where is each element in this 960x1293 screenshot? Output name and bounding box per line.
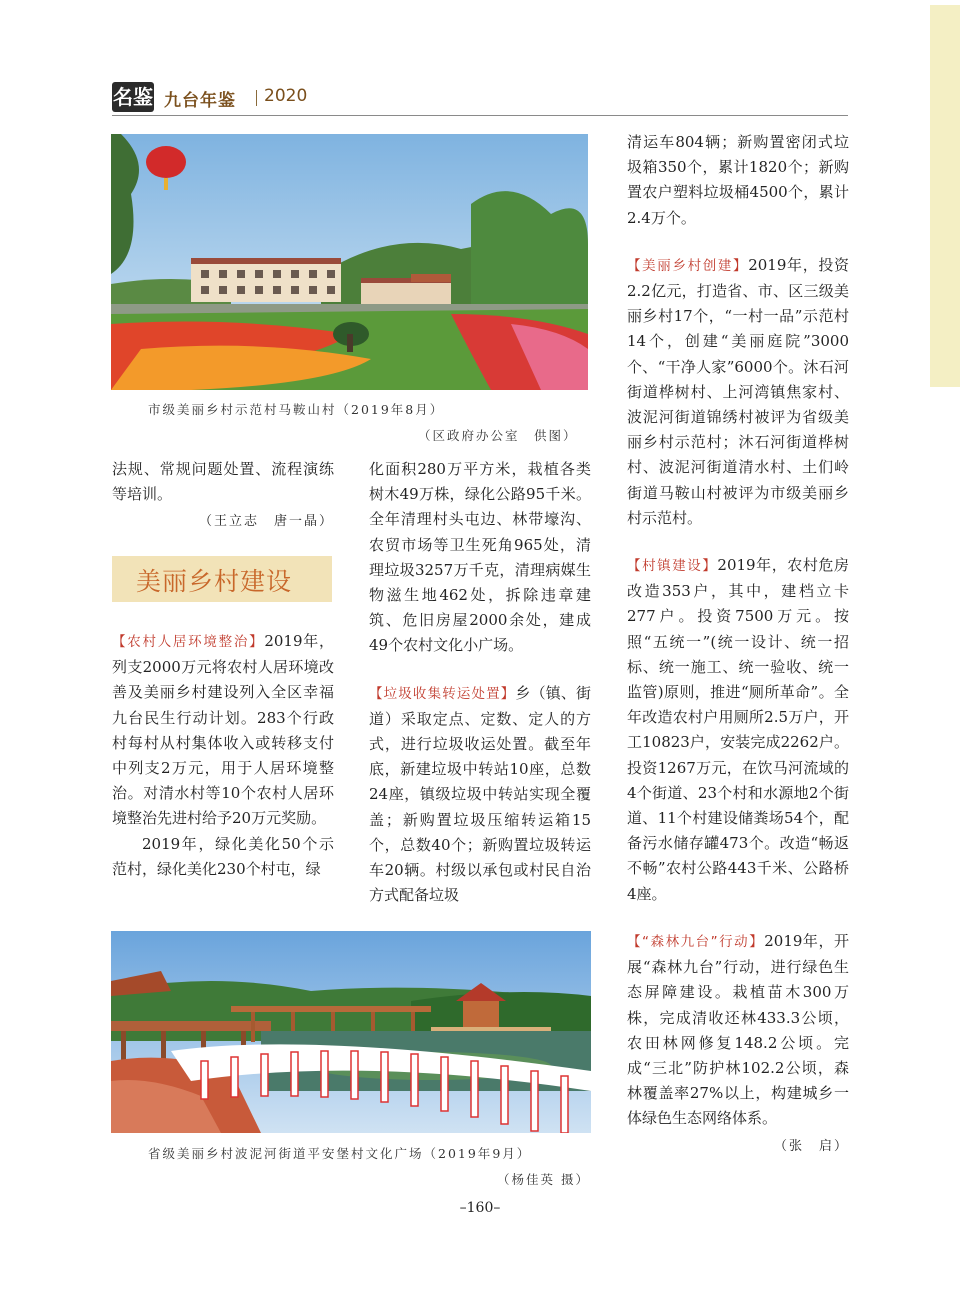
keyword-rural-environment: 【农村人居环境整治】 <box>112 634 265 650</box>
header-rule <box>112 115 848 116</box>
keyword-garbage-collection: 【垃圾收集转运处置】 <box>369 685 516 702</box>
keyword-forest-jiutai: 【“森林九台”行动】 <box>627 933 765 950</box>
yearbook-title: 九台年鉴 <box>164 91 236 111</box>
photo2-caption: 省级美丽乡村波泥河街道平安堡村文化广场（2019年9月） <box>148 1146 532 1161</box>
section-heading-box <box>112 556 332 602</box>
section-title: 美丽乡村建设 <box>136 567 293 596</box>
side-tab <box>930 5 960 387</box>
right-paragraph-1: 2019年，投资2.2亿元，打造省、市、区三级美丽乡村17个，“一村一品”示范村14个，创建“美丽庭院”3000个、“干净人家”6000个。沐石河街道桦树村、上河湾镇焦家村、波泥河街道锦绣村被评为省级美丽乡村示范村；沐石河街道桦树村、波泥河街道清水村、土们岭街道马鞍山村被评为市级美丽乡村示范村。 <box>627 255 849 527</box>
middle-paragraph-1: 化面积280万平方米，栽植各类树木49万株，绿化公路95千米。全年清理村头屯边、林带壕沟、农贸市场等卫生死角965处，清理垃圾3257万千克，清理病媒生物滋生地462处，拆除违章建筑、危旧房屋2000余处，建成49个农村文化小广场。 <box>369 460 591 655</box>
keyword-beautiful-village: 【美丽乡村创建】 <box>627 257 749 274</box>
left-paragraph-2: 2019年，列支2000万元将农村人居环境改善及美丽乡村建设列入全区幸福九台民生行动计划。283个行政村每村从村集体收入或转移支付中列支2万元，用于人居环境整治。对清水村等10个农村人居环境整治先进村给予20万元奖励。 <box>112 632 334 828</box>
right-author: （张 启） <box>773 1138 849 1154</box>
right-column <box>627 130 849 1159</box>
photo1-credit: （区政府办公室 供图） <box>418 428 578 443</box>
left-column-top <box>112 457 334 535</box>
left-author: （王立志 唐一晶） <box>198 514 334 530</box>
photo1-caption: 市级美丽乡村示范村马鞍山村（2019年8月） <box>148 402 445 417</box>
village-photo <box>111 134 588 390</box>
yearbook-year: 2020 <box>264 86 308 106</box>
right-paragraph-2: 2019年，农村危房改造353户，其中，建档立卡277户。投资7500万元。按照“五统一”(统一设计、统一招标、统一施工、统一验收、统一监管)原则，推进“厕所革命”。全年改造农村户用厕所2.5万户，开工10823户，安装完成2262户。投资1267万元，在饮马河流域的4个街道、23个村和水源地2个街道、11个村建设储粪场54个，配备污水储存罐473个。改造“畅返不畅”农村公路443千米、公路桥4座。 <box>627 556 849 903</box>
left-paragraph-1: 法规、常规问题处置、流程演练等培训。 <box>112 460 334 504</box>
plaza-photo <box>111 931 591 1133</box>
yearbook-logo: 名鉴 <box>112 82 154 112</box>
photo2-credit: （杨佳英 摄） <box>497 1172 590 1187</box>
middle-paragraph-2: 乡（镇、街道）采取定点、定数、定人的方式，进行垃圾收运处置。截至年底，新建垃圾中转站10座，总数24座，镇级垃圾中转站实现全覆盖；新购置垃圾压缩转运箱15个，总数40个；新购置垃圾转运车20辆。村级以承包或村民自治方式配备垃圾 <box>369 683 591 905</box>
page-header <box>112 82 848 118</box>
left-paragraph-3: 2019年，绿化美化50个示范村，绿化美化230个村屯，绿 <box>112 834 334 878</box>
keyword-village-construction: 【村镇建设】 <box>627 558 718 575</box>
right-paragraph-0: 清运车804辆；新购置密闭式垃圾箱350个，累计1820个；新购置农户塑料垃圾桶4500个，累计2.4万个。 <box>627 133 849 227</box>
header-divider <box>256 90 257 106</box>
page-number: –160– <box>459 1200 501 1216</box>
left-column-bottom <box>112 629 334 882</box>
middle-column <box>369 457 591 908</box>
right-paragraph-3: 2019年，开展“森林九台”行动，进行绿色生态屏障建设。栽植苗木300万株，完成清收还林433.3公顷，农田林网修复148.2公顷。完成“三北”防护林102.2公顷，森林覆盖率27%以上，构建城乡一体绿色生态网络体系。 <box>627 931 849 1128</box>
